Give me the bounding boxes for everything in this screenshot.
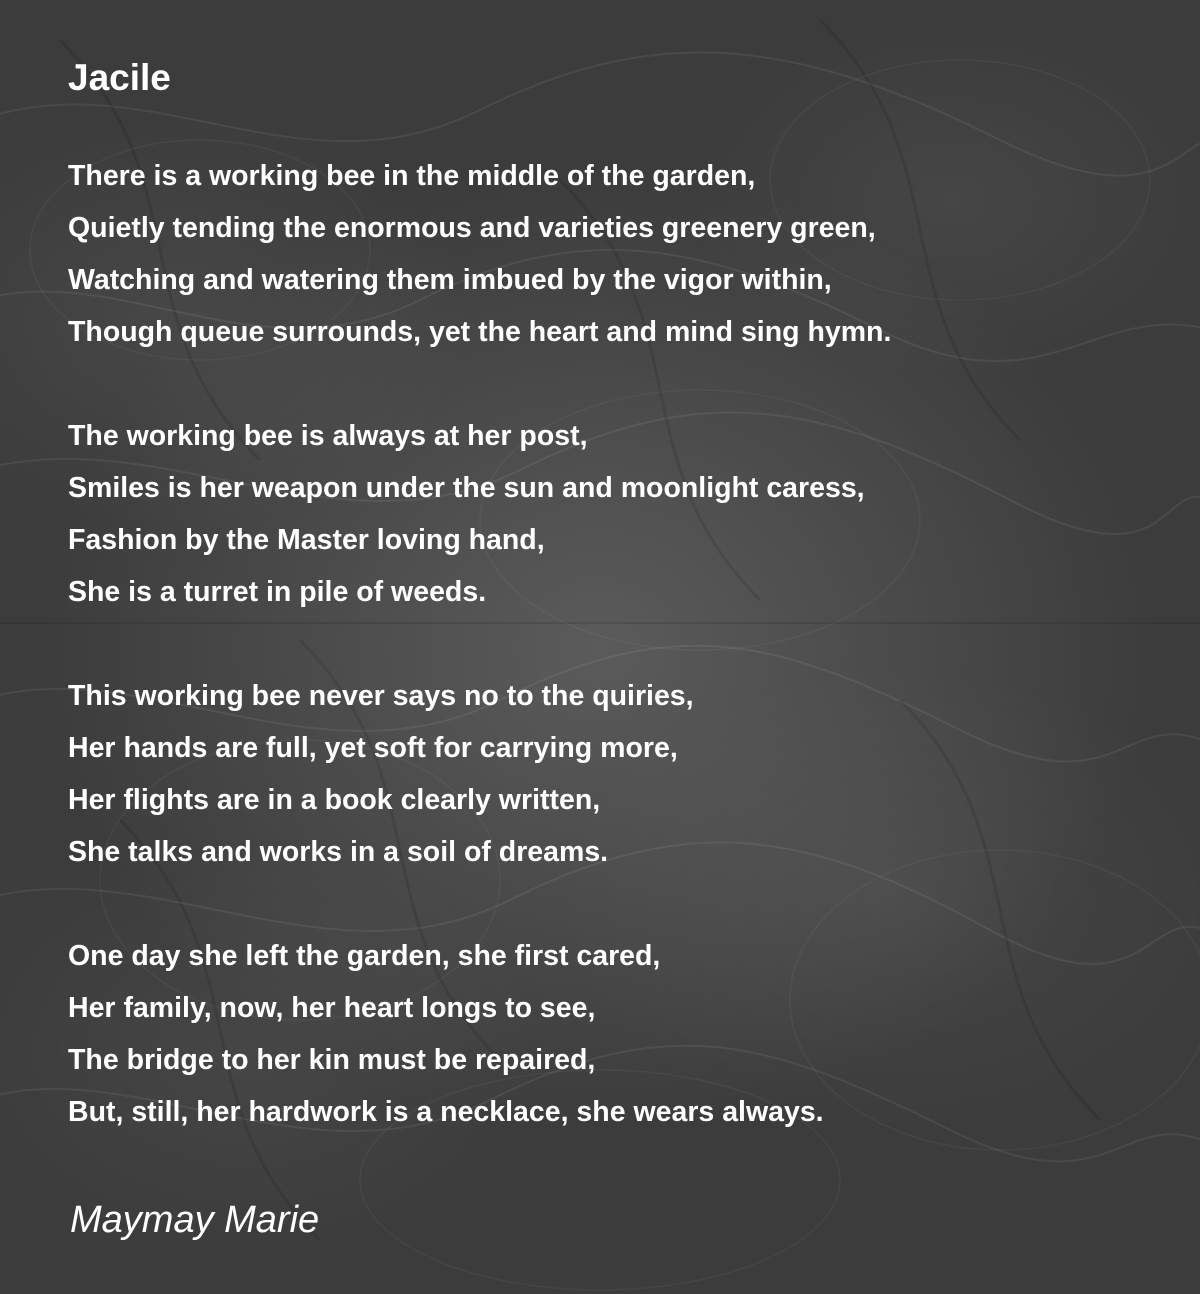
stanza-2 — [68, 410, 865, 618]
poem-line: Her flights are in a book clearly written, — [68, 784, 601, 816]
stanza-4 — [68, 930, 824, 1138]
poem-line: Though queue surrounds, yet the heart and mind sing hymn. — [68, 316, 892, 348]
poem-line: But, still, her hardwork is a necklace, she wears always. — [68, 1096, 824, 1128]
poem-line: This working bee never says no to the quiries, — [68, 680, 694, 712]
poem-line: Fashion by the Master loving hand, — [68, 524, 545, 556]
stanza-1 — [68, 150, 891, 358]
poem-line: Smiles is her weapon under the sun and moonlight caress, — [68, 472, 865, 504]
poem-line: There is a working bee in the middle of the garden, — [68, 160, 756, 192]
poem-line: One day she left the garden, she first cared, — [68, 940, 661, 972]
poem-title: Jacile — [68, 57, 171, 98]
poem-line: Her hands are full, yet soft for carrying more, — [68, 732, 678, 764]
poem-line: Quietly tending the enormous and varieties greenery green, — [68, 212, 876, 244]
poem-line: The bridge to her kin must be repaired, — [68, 1044, 596, 1076]
background-band-divider — [0, 622, 1200, 624]
poem-author: Maymay Marie — [70, 1199, 320, 1241]
poem-line: Her family, now, her heart longs to see, — [68, 992, 596, 1024]
stanza-3 — [68, 670, 694, 878]
poem-line: She talks and works in a soil of dreams. — [68, 836, 609, 868]
poem-line: The working bee is always at her post, — [68, 420, 588, 452]
poem-line: She is a turret in pile of weeds. — [68, 576, 487, 608]
poem-line: Watching and watering them imbued by the vigor within, — [68, 264, 832, 296]
